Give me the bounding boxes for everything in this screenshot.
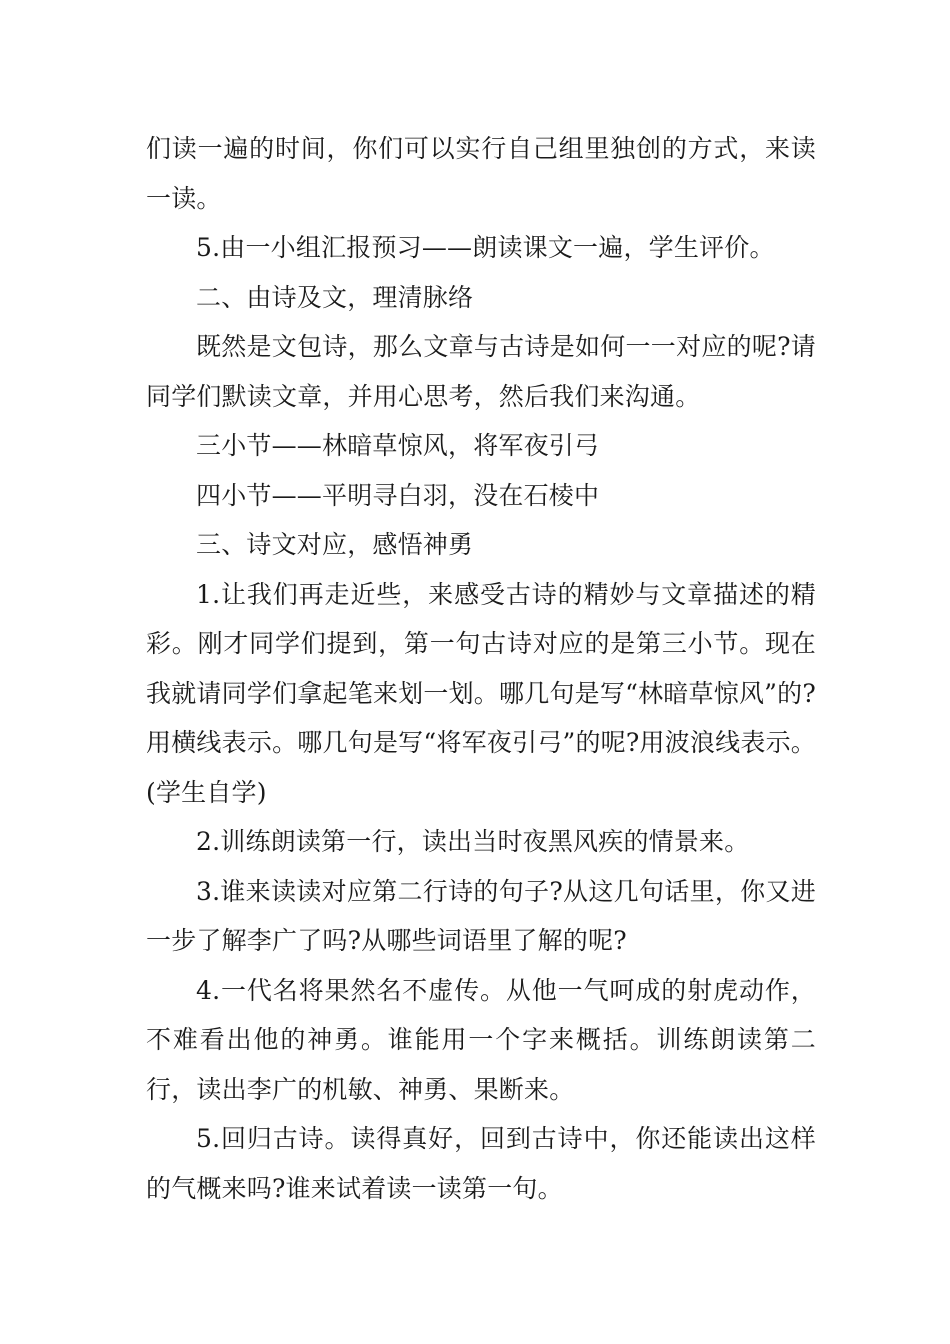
section-heading-3: 三、诗文对应，感悟神勇 — [196, 530, 474, 559]
paragraph-step-3: 3.谁来读读对应第二行诗的句子?从这几句话里，你又进一步了解李广了吗?从哪些词语里了解的呢? — [146, 876, 816, 955]
paragraph-step-5-report: 5.由一小组汇报预习——朗读课文一遍，学生评价。 — [196, 233, 775, 262]
section-heading-2: 二、由诗及文，理清脉络 — [196, 282, 474, 312]
paragraph-step-4: 4.一代名将果然名不虚传。从他一气呵成的射虎动作，不难看出他的神勇。谁能用一个字来概括。训练朗读第二行，读出李广的机敏、神勇、果断来。 — [146, 975, 816, 1104]
paragraph-step-1: 1.让我们再走近些，来感受古诗的精妙与文章描述的精彩。刚才同学们提到，第一句古诗对应的是第三小节。现在我就请同学们拿起笔来划一划。哪几句是写“林暗草惊风”的?用横线表示。哪几句是写“将军夜引弓”的呢?用波浪线表示。(学生自学) — [146, 579, 816, 807]
paragraph-step-2: 2.训练朗读第一行，读出当时夜黑风疾的情景来。 — [196, 827, 750, 856]
paragraph-section-4-mapping: 四小节——平明寻白羽，没在石棱中 — [196, 480, 600, 510]
paragraph-poem-in-text: 既然是文包诗，那么文章与古诗是如何一一对应的呢?请同学们默读文章，并用心思考，然后我们来沟通。 — [146, 332, 816, 411]
document-body — [146, 124, 816, 1213]
paragraph-continuation: 们读一遍的时间，你们可以实行自己组里独创的方式，来读一读。 — [146, 134, 816, 213]
paragraph-step-5-return: 5.回归古诗。读得真好，回到古诗中，你还能读出这样的气概来吗?谁来试着读一读第一句。 — [146, 1124, 816, 1203]
paragraph-section-3-mapping: 三小节——林暗草惊风，将军夜引弓 — [196, 431, 600, 460]
